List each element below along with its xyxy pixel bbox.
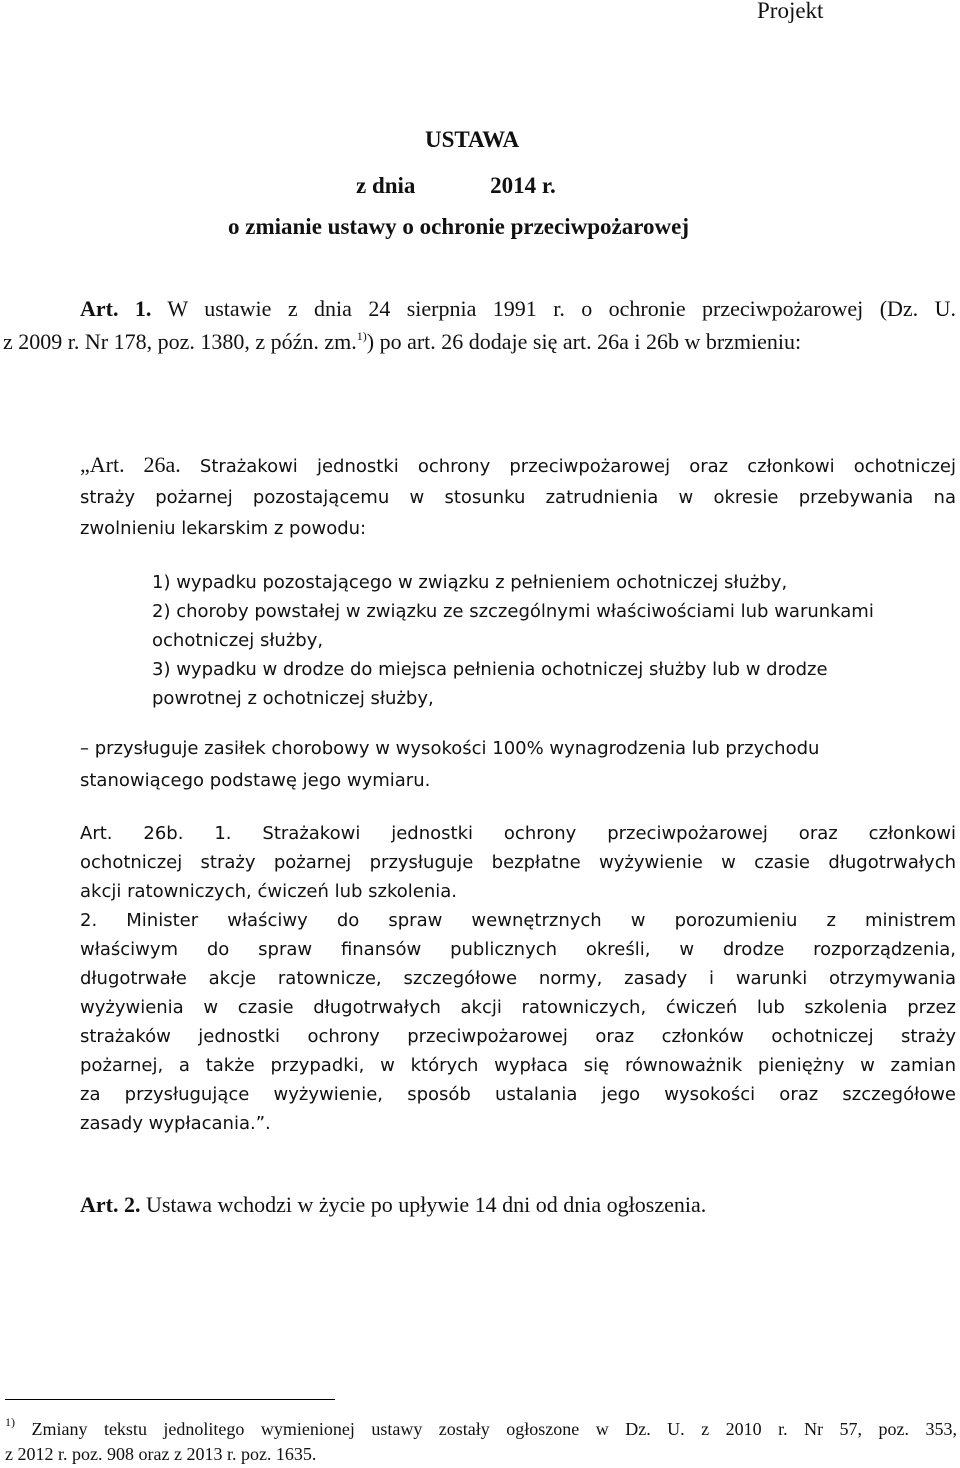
art26b-line: Art. 26b. 1. Strażakowi jednostki ochrony przeciwpożarowej oraz członkowi bbox=[80, 823, 956, 844]
project-label: Projekt bbox=[757, 0, 824, 23]
art26a-line3: zwolnieniu lekarskim z powodu: bbox=[80, 518, 367, 539]
art2-heading: Art. 2. bbox=[80, 1192, 141, 1217]
footnote-line1: Zmiany tekstu jednolitego wymienionej ustawy zostały ogłoszone w Dz. U. z 2010 r. Nr 57, poz. 353, bbox=[15, 1419, 957, 1439]
art26b-line: pożarnej, a także przypadki, w których wypłaca się równoważnik pieniężny w zamian bbox=[80, 1055, 956, 1076]
art2-paragraph bbox=[80, 1190, 706, 1220]
art26b-line: ochotniczej straży pożarnej przysługuje bezpłatne wyżywienie w czasie długotrwałych bbox=[80, 852, 956, 873]
art26b-line: 2. Minister właściwy do spraw wewnętrznych w porozumieniu z ministrem bbox=[80, 910, 956, 931]
art26b-section2 bbox=[80, 906, 956, 1138]
art26b-line: akcji ratowniczych, ćwiczeń lub szkolenia. bbox=[80, 881, 458, 902]
art26a-line2: straży pożarnej pozostającemu w stosunku zatrudnienia w okresie przebywania na bbox=[80, 487, 956, 508]
document-title: USTAWA bbox=[425, 127, 520, 152]
art2-text: Ustawa wchodzi w życie po upływie 14 dni od dnia ogłoszenia. bbox=[140, 1192, 707, 1217]
footnote-marker: 1) bbox=[5, 1415, 15, 1429]
list-item: ochotniczej służby, bbox=[152, 630, 324, 651]
art1-line2a: z 2009 r. Nr 178, poz. 1380, z późn. zm. bbox=[3, 329, 357, 354]
list-item: 1) wypadku pozostającego w związku z pełnieniem ochotniczej służby, bbox=[152, 572, 788, 593]
art26b-line: długotrwałe akcje ratownicze, szczegółowe normy, zasady i warunki otrzymywania bbox=[80, 968, 956, 989]
list-item: powrotnej z ochotniczej służby, bbox=[152, 688, 434, 709]
art26b-line: za przysługujące wyżywienie, sposób ustalania jego wysokości oraz szczegółowe bbox=[80, 1084, 956, 1105]
list-item: 3) wypadku w drodze do miejsca pełnienia ochotniczej służby lub w drodze bbox=[152, 659, 828, 680]
art26b-line: właściwym do spraw finansów publicznych określi, w drodze rozporządzenia, bbox=[80, 939, 956, 960]
art1-heading: Art. 1. bbox=[80, 296, 152, 321]
footnote-line2: z 2012 r. poz. 908 oraz z 2013 r. poz. 1635. bbox=[5, 1444, 317, 1464]
art1-line2b: ) po art. 26 dodaje się art. 26a i 26b w brzmieniu: bbox=[366, 329, 802, 354]
art1-line1: W ustawie z dnia 24 sierpnia 1991 r. o ochronie przeciwpożarowej (Dz. U. bbox=[151, 296, 956, 321]
art26a-heading: „Art. 26a. bbox=[80, 452, 181, 477]
art26b-section1 bbox=[80, 819, 956, 906]
art26a-list bbox=[152, 568, 958, 713]
list-item: 2) choroby powstałej w związku ze szczególnymi właściwościami lub warunkami bbox=[152, 601, 874, 622]
conclusion-line1: – przysługuje zasiłek chorobowy w wysokości 100% wynagrodzenia lub przychodu bbox=[80, 738, 820, 759]
conclusion-line2: stanowiącego podstawę jego wymiaru. bbox=[80, 770, 431, 791]
document-date: z dnia 2014 r. bbox=[356, 173, 556, 198]
art1-paragraph bbox=[3, 292, 956, 358]
art26b-line: zasady wypłacania.”. bbox=[80, 1113, 271, 1134]
art26a-line1: Strażakowi jednostki ochrony przeciwpożarowej oraz członkowi ochotniczej bbox=[180, 456, 956, 477]
footnote-ref: 1) bbox=[356, 329, 367, 343]
art26b-line: wyżywienia w czasie długotrwałych akcji ratowniczych, ćwiczeń lub szkolenia przez bbox=[80, 997, 956, 1018]
footnote-divider bbox=[5, 1399, 335, 1400]
art26b-line: strażaków jednostki ochrony przeciwpożarowej oraz członków ochotniczej straży bbox=[80, 1026, 956, 1047]
art26a-paragraph bbox=[80, 449, 956, 544]
document-subject: o zmianie ustawy o ochronie przeciwpożarowej bbox=[228, 214, 689, 239]
art26a-conclusion bbox=[80, 733, 940, 797]
footnote bbox=[5, 1417, 957, 1467]
